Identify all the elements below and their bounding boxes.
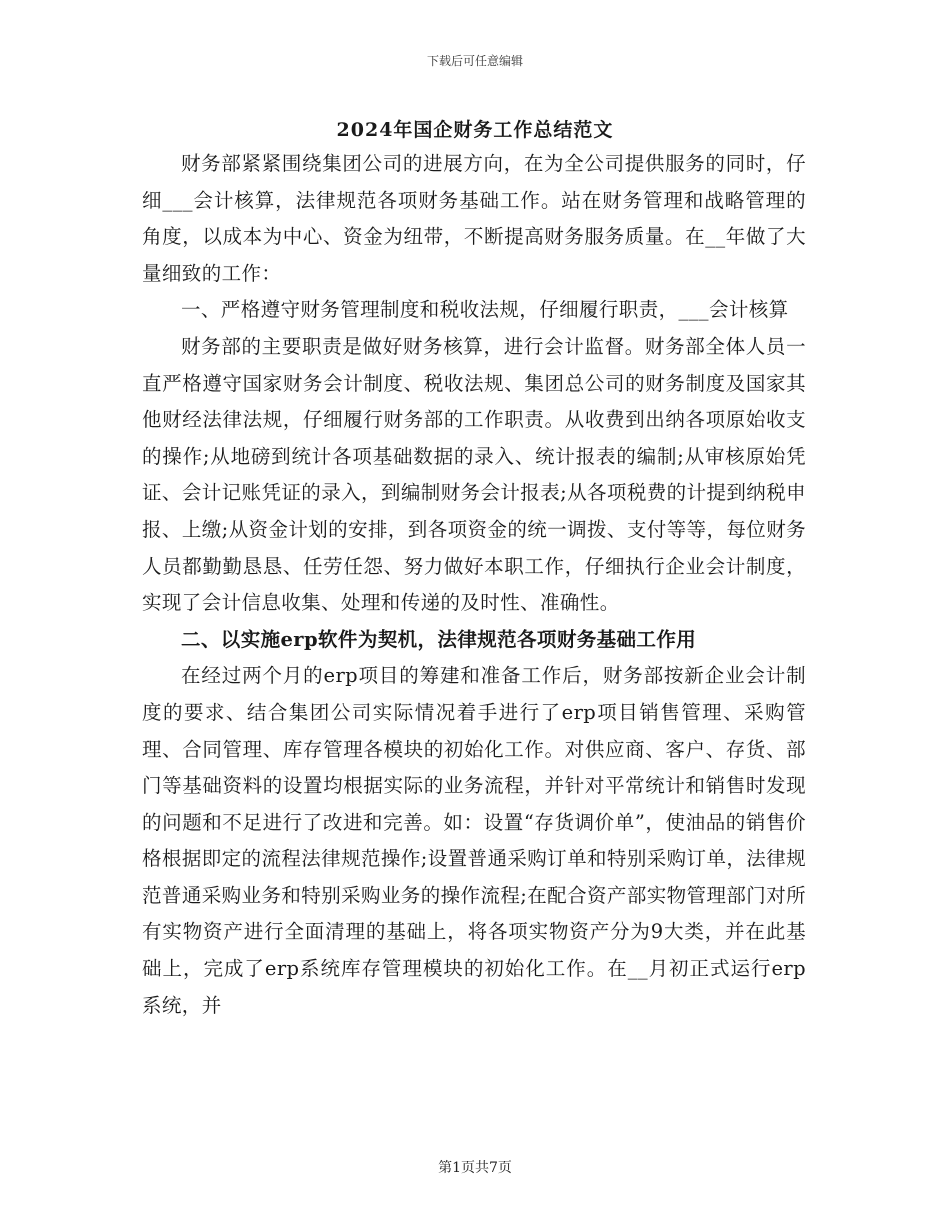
- section-one-heading: 一、严格遵守财务管理制度和税收法规，仔细履行职责，___会计核算: [181, 298, 789, 322]
- page-number-footer: 第1页共7页: [438, 1160, 512, 1176]
- document-body: [142, 146, 806, 1024]
- section-two-paragraph: 在经过两个月的erp项目的筹建和准备工作后，财务部按新企业会计制度的要求、结合集团公司实际情况着手进行了erp项目销售管理、采购管理、合同管理、库存管理各模块的初始化工作。对供应商、客户、存货、部门等基础资料的设置均根据实际的业务流程，并针对平常统计和销售时发现的问题和不足进行了改进和完善。如：设置“存货调价单”，使油品的销售价格根据即定的流程法律规范操作;设置普通采购订单和特别采购订单，法律规范普通采购业务和特别采购业务的操作流程;在配合资产部实物管理部门对所有实物资产进行全面清理的基础上，将各项实物资产分为9大类，并在此基础上，完成了erp系统库存管理模块的初始化工作。在__月初正式运行erp系统，并: [142, 664, 806, 1017]
- section-two-heading: 二、以实施erp软件为契机，法律规范各项财务基础工作用: [181, 627, 697, 651]
- intro-paragraph: 财务部紧紧围绕集团公司的进展方向，在为全公司提供服务的同时，仔细___会计核算，法律规范各项财务基础工作。站在财务管理和战略管理的角度，以成本为中心、资金为纽带，不断提高财务服务质量。在__年做了大量细致的工作：: [142, 152, 806, 285]
- document-title: 2024年国企财务工作总结范文: [336, 119, 614, 141]
- download-edit-note: 下载后可任意编辑: [426, 54, 523, 68]
- section-one-paragraph: 财务部的主要职责是做好财务核算，进行会计监督。财务部全体人员一直严格遵守国家财务会计制度、税收法规、集团总公司的财务制度及国家其他财经法律法规，仔细履行财务部的工作职责。从收费到出纳各项原始收支的操作;从地磅到统计各项基础数据的录入、统计报表的编制;从审核原始凭证、会计记账凭证的录入，到编制财务会计报表;从各项税费的计提到纳税申报、上缴;从资金计划的安排，到各项资金的统一调拨、支付等等，每位财务人员都勤勤恳恳、任劳任怨、努力做好本职工作，仔细执行企业会计制度，实现了会计信息收集、处理和传递的及时性、准确性。: [142, 334, 806, 615]
